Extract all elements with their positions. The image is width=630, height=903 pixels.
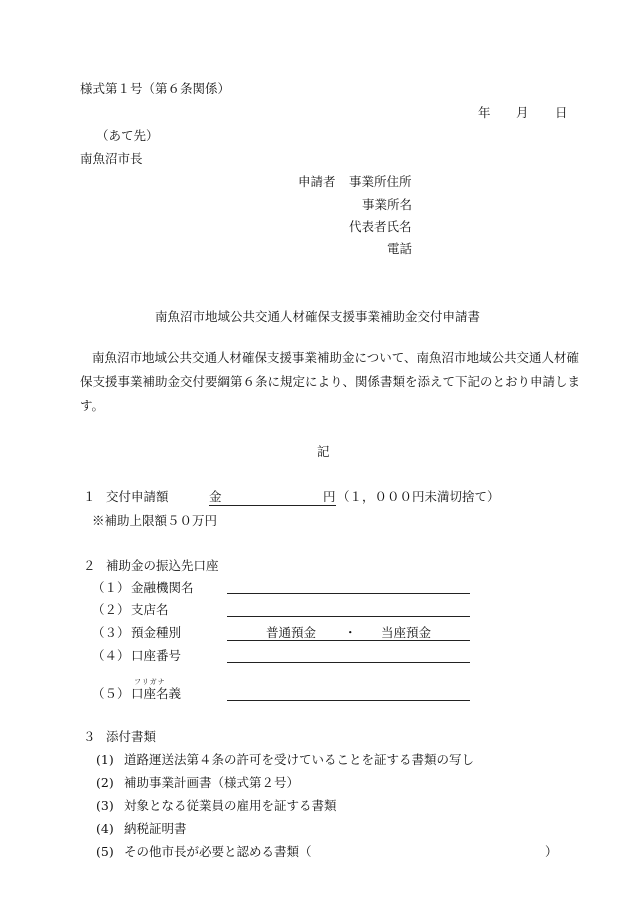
amount-underline[interactable] xyxy=(209,505,336,506)
account-number-field[interactable] xyxy=(227,662,470,663)
applicant-role: 申請者 xyxy=(298,174,336,189)
addressee-name: 南魚沼市長 xyxy=(80,151,143,166)
attachment-4-num: (4) xyxy=(96,821,114,836)
section3-label: 添付書類 xyxy=(106,729,157,744)
branch-field[interactable] xyxy=(227,616,470,617)
attachment-2-text: 補助事業計画書（様式第２号） xyxy=(124,775,300,790)
section3-number: ３ xyxy=(83,729,96,744)
section2-label: 補助金の振込先口座 xyxy=(106,558,219,573)
account-number-num: （４） xyxy=(92,648,130,663)
amount-suffix: 円 xyxy=(323,489,336,504)
applicant-business-name: 事業所名 xyxy=(362,197,413,212)
bank-num: （１） xyxy=(92,580,130,595)
applicant-address: 事業所住所 xyxy=(349,174,412,189)
ki-heading: 記 xyxy=(317,444,330,459)
amount-note: （１，０００円未満切捨て） xyxy=(337,489,500,504)
account-name-ruby: フリガナ xyxy=(134,678,166,686)
attachment-1-num: (1) xyxy=(96,752,114,767)
account-number-label: 口座番号 xyxy=(131,648,182,663)
attachment-5-text: その他市長が必要と認める書類（ xyxy=(124,844,312,859)
deposit-type-label: 預金種別 xyxy=(131,625,182,640)
applicant-representative: 代表者氏名 xyxy=(349,219,412,234)
attachment-5-num: (5) xyxy=(96,844,114,859)
date-year: 年 xyxy=(478,105,491,120)
section1-number: １ xyxy=(83,489,96,504)
attachment-2-num: (2) xyxy=(96,775,114,790)
attachment-4-text: 納税証明書 xyxy=(124,821,187,836)
section2-number: ２ xyxy=(83,558,96,573)
document-title: 南魚沼市地域公共交通人材確保支援事業補助金交付申請書 xyxy=(155,309,481,324)
date-day: 日 xyxy=(555,105,568,120)
section1-label: 交付申請額 xyxy=(106,489,169,504)
attachment-1-text: 道路運送法第４条の許可を受けていることを証する書類の写し xyxy=(124,752,475,767)
account-name-label: 口座名義 xyxy=(131,686,182,701)
bank-label: 金融機関名 xyxy=(131,580,194,595)
addressee-label: （あて先） xyxy=(96,128,159,143)
attachment-3-num: (3) xyxy=(96,798,114,813)
attachment-5-close: ） xyxy=(545,844,558,859)
applicant-phone: 電話 xyxy=(387,241,413,256)
deposit-option-separator: ・ xyxy=(344,625,357,640)
account-name-num: （５） xyxy=(92,686,130,701)
body-paragraph: 南魚沼市地域公共交通人材確保支援事業補助金について、南魚沼市地域公共交通人材確保支援事業補助金交付要綱第６条に規定により、関係書類を添えて下記のとおり申請します。 xyxy=(80,350,581,413)
branch-label: 支店名 xyxy=(131,602,169,617)
form-number: 様式第１号（第６条関係） xyxy=(80,81,231,96)
deposit-type-underline xyxy=(227,640,470,641)
deposit-type-num: （３） xyxy=(92,625,130,640)
deposit-option-current[interactable]: 当座預金 xyxy=(381,625,432,640)
amount-prefix: 金 xyxy=(209,489,222,504)
deposit-option-ordinary[interactable]: 普通預金 xyxy=(266,625,317,640)
amount-limit: ※補助上限額５０万円 xyxy=(92,513,218,528)
branch-num: （２） xyxy=(92,602,130,617)
attachment-3-text: 対象となる従業員の雇用を証する書類 xyxy=(124,798,337,813)
date-month: 月 xyxy=(516,105,529,120)
account-name-field[interactable] xyxy=(227,700,470,701)
bank-field[interactable] xyxy=(227,593,470,594)
